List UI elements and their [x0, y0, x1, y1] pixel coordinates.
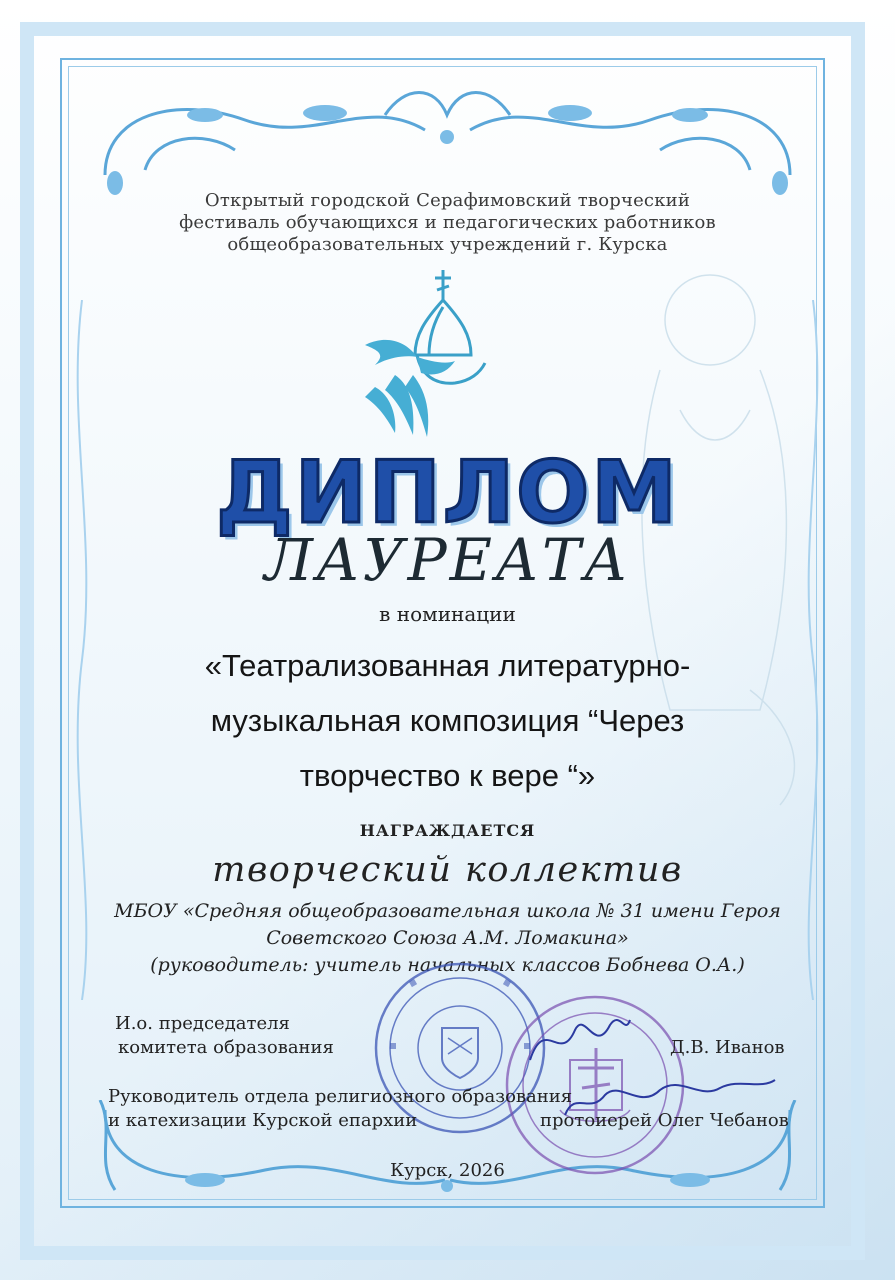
- festival-line-2: фестиваль обучающихся и педагогических работников: [179, 212, 716, 233]
- festival-line-3: общеобразовательных учреждений г. Курска: [227, 234, 668, 255]
- first-role-line-1: И.о. председателя: [115, 1013, 290, 1034]
- diploma-title: ДИПЛОМ: [216, 443, 679, 543]
- laureate-subtitle: ЛАУРЕАТА: [264, 526, 631, 594]
- second-signatory-name: протоиерей Олег Чебанов: [540, 1110, 789, 1131]
- dove-church-dome-icon: [355, 265, 510, 445]
- festival-header: [0, 190, 895, 256]
- school-line-2: Советского Союза А.М. Ломакина»: [266, 927, 629, 949]
- second-role-line-2: и катехизации Курской епархии: [108, 1110, 418, 1131]
- nomination-line-1: «Театрализованная литературно-: [204, 648, 691, 683]
- second-role-line-1: Руководитель отдела религиозного образования: [108, 1086, 573, 1107]
- recipient-title: творческий коллектив: [212, 850, 683, 890]
- first-role-line-2: комитета образования: [118, 1037, 334, 1058]
- nomination-line-3: творчество к вере “»: [299, 758, 596, 793]
- school-line-1: МБОУ «Средняя общеобразовательная школа № 31 имени Героя: [114, 900, 781, 922]
- nomination-title: [0, 638, 895, 803]
- signature-scribble-1-icon: [525, 1005, 635, 1075]
- festival-line-1: Открытый городской Серафимовский творческий: [204, 190, 691, 211]
- top-ornament-icon: [85, 75, 810, 195]
- nomination-line-2: музыкальная композиция “Через: [210, 703, 685, 738]
- nomination-label: в номинации: [379, 602, 516, 626]
- first-signatory-role: [115, 1012, 334, 1060]
- awarded-label: НАГРАЖДАЕТСЯ: [359, 821, 536, 840]
- city-year: Курск, 2026: [390, 1160, 505, 1181]
- second-signatory-role: [108, 1085, 572, 1133]
- first-signatory-name: Д.В. Иванов: [670, 1037, 785, 1058]
- leader-line: (руководитель: учитель начальных классов Бобнева О.А.): [150, 954, 745, 976]
